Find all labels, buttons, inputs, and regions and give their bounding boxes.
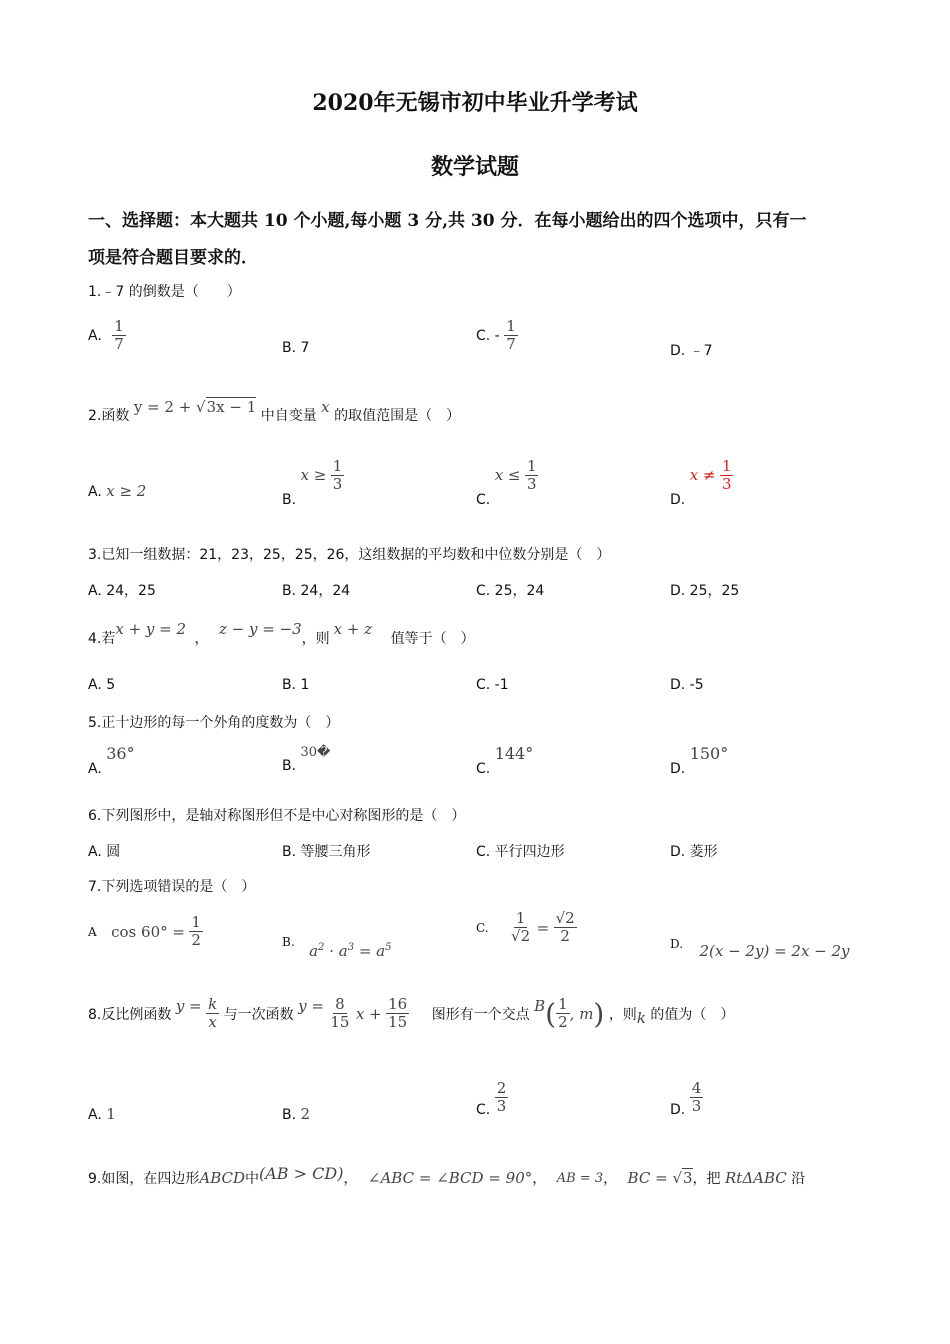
condition: (AB > CD)	[259, 1163, 344, 1183]
radicand: 3x − 1	[206, 398, 257, 416]
question-5-option-b	[282, 744, 331, 774]
separator: ，	[194, 631, 209, 647]
option-label: B.	[282, 1107, 297, 1123]
question-6-stem: 6.下列图形中，是轴对称图形但不是中心对称图形的是（ ）	[88, 808, 466, 824]
question-3-stem: 3.已知一组数据：21，23，25，25，26，这组数据的平均数和中位数分别是（ ）	[88, 547, 611, 563]
numerator: 1	[558, 995, 568, 1013]
angle-value: 36°	[106, 744, 135, 763]
inequality: x ≤	[494, 465, 521, 484]
question-6-option-c: C. 平行四边形	[476, 844, 565, 860]
question-9-stem	[88, 1163, 806, 1188]
angle-value: 150°	[689, 744, 729, 763]
question-8-option-d	[670, 1080, 703, 1116]
stem-text: 沿	[791, 1171, 806, 1187]
option-label: C.	[476, 920, 489, 935]
denominator: √2	[511, 927, 531, 946]
numerator: 1	[515, 909, 526, 927]
question-1-option-c	[476, 318, 518, 354]
stem-text: 9.如图，在四边形	[88, 1171, 200, 1187]
question-8-option-a	[88, 1105, 116, 1123]
question-7-option-a	[88, 914, 203, 950]
stem-text: 图形有一个交点	[431, 1006, 530, 1023]
fraction	[504, 318, 518, 354]
separator: ，	[343, 1171, 358, 1187]
question-6-option-a: A. 圆	[88, 844, 121, 860]
separator: ，	[603, 1171, 618, 1187]
numerator: 4	[691, 1079, 702, 1097]
base: a	[338, 942, 348, 960]
question-2-option-c	[476, 457, 538, 508]
fraction	[328, 996, 351, 1032]
exponent: 2	[318, 942, 325, 953]
question-4-option-b: B. 1	[282, 677, 310, 693]
denominator: 7	[114, 335, 124, 354]
triangle-name: RtΔABC	[725, 1169, 787, 1187]
exponent: 3	[347, 942, 355, 953]
question-7-option-b	[282, 935, 392, 960]
question-4-option-d: D. -5	[670, 677, 704, 693]
option-label: C.	[476, 761, 491, 777]
point-name: B	[534, 996, 546, 1015]
inequality: x ≠	[689, 465, 716, 484]
question-1-option-a	[88, 318, 126, 354]
numerator: k	[208, 995, 218, 1013]
equation: 2(x − 2y) = 2x − 2y	[699, 942, 850, 960]
option-label: B.	[282, 758, 297, 774]
denominator: 3	[526, 475, 537, 494]
equation-2: z − y = −3	[218, 620, 302, 638]
section-heading-line1: 一、选择题：本大题共 10 个小题,每小题 3 分,共 30 分．在每小题给出的四个选项中，只有一	[88, 211, 807, 231]
fraction	[189, 914, 203, 950]
stem-text: ，把	[692, 1171, 721, 1187]
power-expression	[309, 942, 391, 960]
question-4-option-a: A. 5	[88, 677, 116, 693]
option-label: B.	[282, 935, 295, 949]
option-label: C. -	[476, 327, 500, 344]
option-label: A.	[88, 1107, 102, 1123]
fraction	[112, 318, 126, 354]
question-1-option-b: B. 7	[282, 340, 310, 356]
stem-text: 的值为（ ）	[650, 1006, 735, 1023]
fraction	[720, 458, 734, 494]
question-3-option-c: C. 25，24	[476, 583, 545, 599]
right-paren: )	[593, 997, 605, 1031]
fraction	[690, 1080, 704, 1116]
fraction	[554, 910, 577, 946]
angle-condition: ∠ABC = ∠BCD = 90°	[367, 1169, 533, 1187]
option-label: B.	[282, 491, 297, 508]
stem-text: 2.函数	[88, 408, 130, 424]
question-2-option-b	[282, 457, 344, 508]
quadrilateral-name: ABCD	[199, 1169, 245, 1187]
denominator: 3	[332, 475, 343, 494]
denominator: 3	[496, 1097, 507, 1116]
numerator: 1	[332, 457, 343, 475]
question-4-option-c: C. -1	[476, 677, 509, 693]
denominator: 3	[721, 475, 732, 494]
question-5-option-a	[88, 744, 135, 777]
numerator: 2	[496, 1079, 507, 1097]
numerator: √2	[555, 909, 575, 927]
exam-title: 2020年无锡市初中毕业升学考试	[312, 90, 638, 116]
separator: ，	[532, 1171, 547, 1187]
angle-value: 30�	[300, 745, 331, 760]
question-8-option-b	[282, 1105, 310, 1123]
denominator: 2	[558, 1013, 568, 1032]
numerator: 1	[191, 913, 201, 931]
question-3-option-d: D. 25，25	[670, 583, 740, 599]
operator: =	[354, 942, 377, 960]
numerator: 1	[721, 457, 732, 475]
question-1-option-d: D. ﹣7	[670, 343, 713, 359]
option-label: A	[88, 924, 97, 939]
fraction	[556, 996, 570, 1032]
function-lhs: y =	[298, 996, 324, 1015]
question-3-option-a: A. 24，25	[88, 583, 156, 599]
fraction	[386, 996, 409, 1032]
base: a	[376, 942, 386, 960]
question-7-stem: 7.下列选项错误的是（ ）	[88, 879, 256, 895]
stem-text: 与一次函数	[223, 1006, 294, 1023]
stem-text: 的取值范围是（ ）	[334, 408, 461, 424]
option-label: A.	[88, 327, 102, 344]
question-5-stem: 5.正十边形的每一个外角的度数为（ ）	[88, 715, 340, 731]
stem-text: 值等于（ ）	[390, 631, 475, 647]
variable: k	[636, 1008, 646, 1027]
question-2-stem	[88, 398, 461, 425]
numerator: 1	[114, 317, 124, 335]
side-bc-lhs: BC =	[627, 1169, 668, 1187]
operator: ·	[324, 942, 339, 960]
stem-text: 8.反比例函数	[88, 1006, 172, 1023]
option-label: D.	[670, 1101, 686, 1118]
denominator: 15	[330, 1013, 350, 1032]
stem-text: ，则	[608, 1006, 637, 1023]
side-ab: AB = 3	[556, 1170, 604, 1186]
question-7-option-c	[476, 910, 577, 946]
expression: x + z	[333, 620, 373, 638]
option-label: A.	[88, 484, 102, 500]
inequality: x ≥	[300, 465, 327, 484]
exam-subtitle: 数学试题	[430, 154, 519, 180]
equation-1: x + y = 2	[115, 620, 187, 638]
variable-term: x +	[355, 1004, 382, 1023]
numerator: 1	[506, 317, 516, 335]
numerator: 16	[388, 995, 408, 1013]
question-6-option-b: B. 等腰三角形	[282, 844, 371, 860]
denominator: x	[208, 1013, 217, 1032]
point-coordinate: , m	[569, 1004, 594, 1023]
question-2-option-d	[670, 457, 733, 508]
denominator: 2	[560, 927, 570, 946]
numerator: 1	[526, 457, 537, 475]
side-bc: BC = √3	[627, 1169, 693, 1187]
question-8-option-c	[476, 1080, 508, 1116]
question-8-stem	[88, 996, 734, 1032]
question-2-option-a	[88, 482, 146, 500]
base: a	[309, 942, 319, 960]
answer-value: 2	[300, 1105, 311, 1123]
trig-expression: cos 60° =	[111, 922, 185, 941]
fraction	[495, 1080, 509, 1116]
question-6-option-d: D. 菱形	[670, 844, 718, 860]
option-label: C.	[476, 1101, 491, 1118]
fraction	[206, 996, 219, 1032]
numerator: 8	[335, 995, 345, 1013]
option-label: A.	[88, 761, 102, 777]
question-1-stem: 1.﹣7 的倒数是（ ）	[88, 284, 241, 300]
option-label: D.	[670, 761, 686, 777]
function-expression: y = 2 + √3x − 1	[133, 398, 257, 416]
section-heading-line2: 项是符合题目要求的．	[88, 248, 258, 268]
fraction	[331, 458, 345, 494]
question-4-stem	[88, 620, 475, 648]
question-7-option-d	[670, 937, 850, 960]
stem-text: 中	[245, 1171, 259, 1187]
option-label: C.	[476, 491, 491, 508]
question-5-option-c	[476, 744, 534, 777]
denominator: 2	[191, 931, 201, 950]
stem-text: 中自变量	[260, 408, 317, 424]
variable: x	[321, 398, 330, 416]
fraction	[509, 910, 532, 946]
radicand: 3	[683, 1169, 693, 1187]
fraction	[525, 458, 539, 494]
option-label: D.	[670, 491, 686, 508]
question-3-option-b: B. 24，24	[282, 583, 351, 599]
denominator: 7	[506, 335, 516, 354]
denominator: 15	[388, 1013, 408, 1032]
stem-text: 4.若	[88, 631, 116, 647]
left-paren: (	[545, 997, 557, 1031]
expression-part: y = 2 +	[133, 398, 197, 416]
stem-text: ，则	[301, 631, 330, 647]
equals-sign: =	[536, 918, 550, 937]
question-5-option-d	[670, 744, 729, 777]
option-label: D.	[670, 937, 684, 951]
function-lhs: y =	[175, 996, 202, 1015]
angle-value: 144°	[494, 744, 534, 763]
inequality: x ≥ 2	[106, 482, 147, 500]
exponent: 5	[385, 942, 392, 953]
answer-value: 1	[106, 1105, 116, 1123]
denominator: 3	[691, 1097, 702, 1116]
